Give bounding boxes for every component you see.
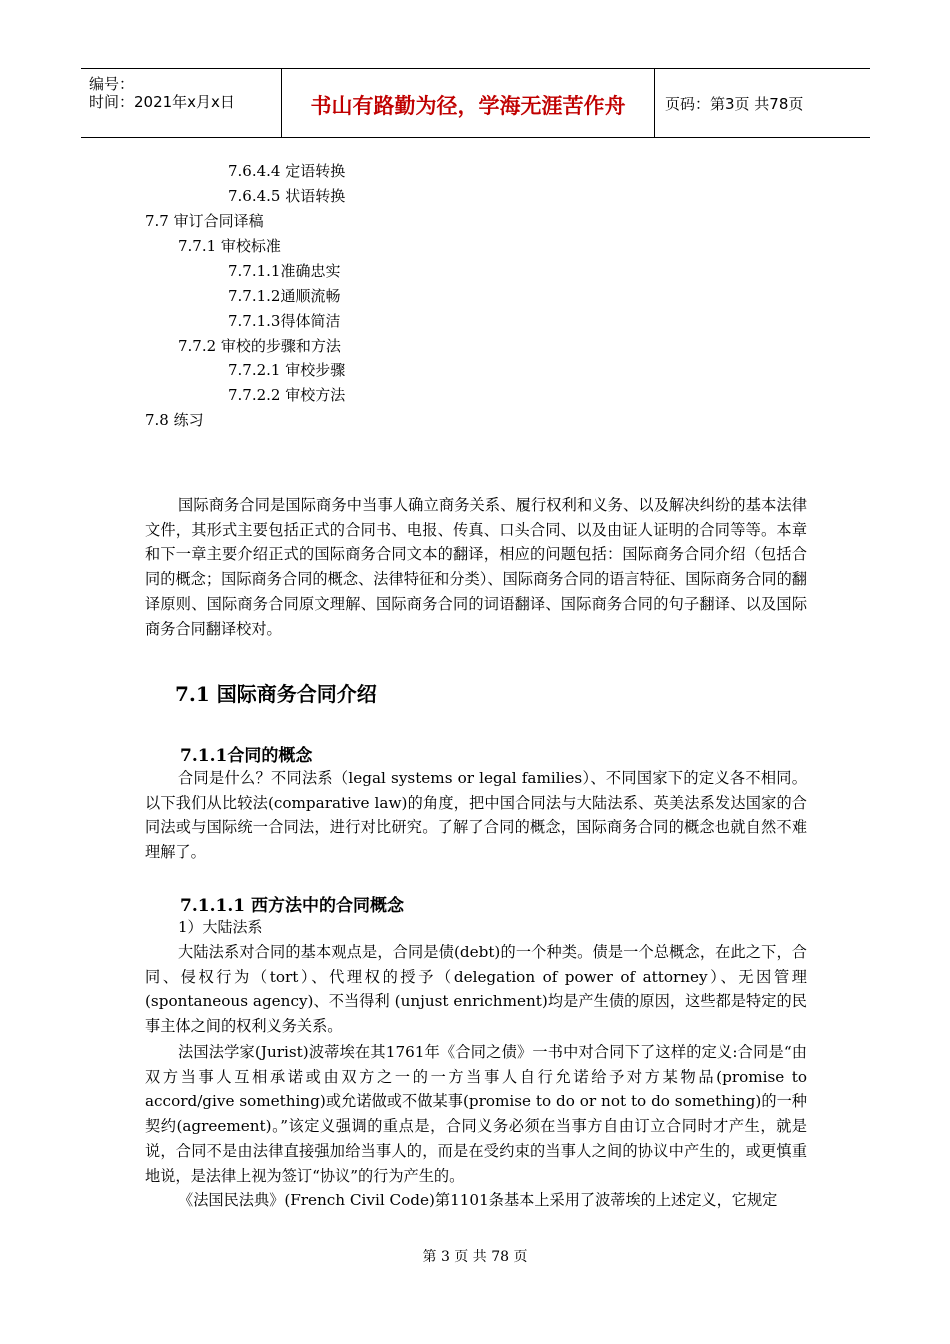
list-label: 1）大陆法系 [178, 918, 263, 936]
toc-item: 7.6.4.5 状语转换 [228, 187, 346, 205]
toc-item: 7.6.4.4 定语转换 [228, 162, 346, 180]
section-heading: 7.1 国际商务合同介绍 [175, 682, 377, 706]
intro-paragraph: 国际商务合同是国际商务中当事人确立商务关系、履行权利和义务、以及解决纠纷的基本法律文件，其形式主要包括正式的合同书、电报、传真、口头合同、以及由证人证明的合同等等。本章和下一章主要介绍正式的国际商务合同文本的翻译，相应的问题包括：国际商务合同介绍（包括合同的概念；国际商务合同的概念、法律特征和分类）、国际商务合同的语言特征、国际商务合同的翻译原则、国际商务合同原文理解、国际商务合同的词语翻译、国际商务合同的句子翻译、以及国际商务合同翻译校对。 [145, 496, 807, 638]
subsubsection-heading: 7.1.1.1 西方法中的合同概念 [180, 896, 404, 916]
french-code-paragraph: 《法国民法典》(French Civil Code)第1101条基本上采用了波蒂埃的上述定义，它规定 [178, 1191, 778, 1209]
subsection-heading: 7.1.1合同的概念 [180, 746, 313, 766]
header-meta-cell [81, 69, 282, 137]
page-header [81, 68, 870, 138]
civil-law-paragraph: 大陆法系对合同的基本观点是，合同是债(debt)的一个种类。债是一个总概念，在此之下，合同、侵权行为（tort）、代理权的授予（delegation of power of attorney）、无因管理(spontaneous agency)、不当得利 (unjust enrichment)均是产生债的原因，这些都是特定的民事主体之间的权利义务关系。 [145, 943, 807, 1036]
header-slogan-cell [282, 69, 655, 137]
document-number-label: 编号： [89, 75, 135, 93]
toc-item: 7.8 练习 [145, 411, 204, 429]
toc-item: 7.7.1.2通顺流畅 [228, 287, 341, 305]
header-page-info: 页码：第3页 共78页 [665, 94, 804, 113]
toc-item: 7.7.2.1 审校步骤 [228, 361, 346, 379]
concept-paragraph: 合同是什么？不同法系（legal systems or legal families）、不同国家下的定义各不相同。以下我们从比较法(comparative law)的角度，把中国合同法与大陆法系、英美法系发达国家的合同法或与国际统一合同法，进行对比研究。了解了合同的概念，国际商务合同的概念也就自然不难理解了。 [145, 769, 807, 862]
page-footer: 第 3 页 共 78 页 [422, 1249, 528, 1265]
toc-item: 7.7.1 审校标准 [178, 237, 281, 255]
toc-item: 7.7.1.1准确忠实 [228, 262, 341, 280]
pothier-paragraph: 法国法学家(Jurist)波蒂埃在其1761年《合同之债》一书中对合同下了这样的定义:合同是“由双方当事人互相承诺或由双方之一的一方当事人自行允诺给予对方某物品(promise to accord/give something)或允诺做或不做某事(promise to do or not to do something)的一种契约(agreement)。”该定义强调的重点是，合同义务必须在当事方自由订立合同时才产生，就是说，合同不是由法律直接强加给当事人的，而是在受约束的当事人之间的协议中产生的，或更慎重地说，是法律上视为签订“协议”的行为产生的。 [145, 1043, 807, 1185]
header-slogan: 书山有路勤为径，学海无涯苦作舟 [310, 94, 626, 118]
toc-item: 7.7 审订合同译稿 [145, 212, 264, 230]
toc-item: 7.7.1.3得体简洁 [228, 312, 341, 330]
document-time-label: 时间：2021年x月x日 [89, 93, 235, 111]
toc-item: 7.7.2.2 审校方法 [228, 386, 346, 404]
toc-item: 7.7.2 审校的步骤和方法 [178, 337, 341, 355]
